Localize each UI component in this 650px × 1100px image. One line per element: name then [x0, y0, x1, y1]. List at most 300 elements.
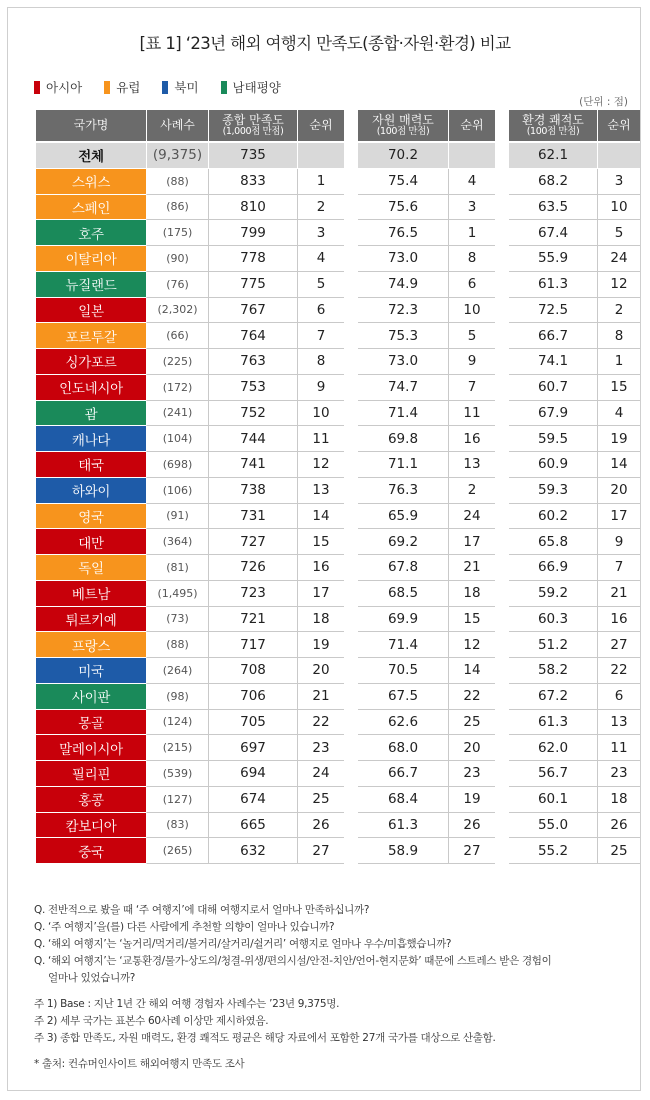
- overall-rank: 12: [297, 452, 344, 478]
- column-gap: [344, 220, 358, 246]
- column-gap: [495, 529, 509, 555]
- env-score: 55.0: [509, 813, 597, 839]
- country-name: 캄보디아: [36, 813, 146, 839]
- overall-rank: 16: [297, 555, 344, 581]
- env-score: 68.2: [509, 169, 597, 195]
- resource-rank: 26: [448, 813, 495, 839]
- sample-count: (1,495): [146, 581, 208, 607]
- column-gap: [495, 658, 509, 684]
- overall-rank: 24: [297, 761, 344, 787]
- total-resource: 70.2: [358, 143, 448, 169]
- env-score: 60.1: [509, 787, 597, 813]
- column-gap: [344, 375, 358, 401]
- overall-rank: 19: [297, 632, 344, 658]
- overall-rank: 6: [297, 298, 344, 324]
- country-name: 하와이: [36, 478, 146, 504]
- column-gap: [495, 607, 509, 633]
- resource-score: 71.1: [358, 452, 448, 478]
- legend-swatch: [221, 81, 227, 94]
- overall-score: 721: [208, 607, 297, 633]
- column-gap: [344, 529, 358, 555]
- country-name: 프랑스: [36, 632, 146, 658]
- header-samples: 사례수: [146, 110, 208, 143]
- column-gap: [344, 298, 358, 324]
- table-row: [36, 478, 640, 504]
- env-rank: 4: [597, 401, 640, 427]
- column-gap: [344, 426, 358, 452]
- env-rank: 15: [597, 375, 640, 401]
- env-rank: 19: [597, 426, 640, 452]
- question-1: Q. 전반적으로 봤을 때 ‘주 여행지’에 대해 여행지로서 얼마나 만족하십니까?: [34, 904, 370, 916]
- overall-score: 764: [208, 323, 297, 349]
- country-name: 포르투갈: [36, 323, 146, 349]
- column-gap: [344, 632, 358, 658]
- table-row: [36, 426, 640, 452]
- overall-score: 632: [208, 838, 297, 864]
- legend-swatch: [162, 81, 168, 94]
- country-name: 독일: [36, 555, 146, 581]
- country-name: 몽골: [36, 710, 146, 736]
- country-name: 필리핀: [36, 761, 146, 787]
- column-gap: [344, 478, 358, 504]
- total-resource-rank: [448, 143, 495, 169]
- resource-rank: 14: [448, 658, 495, 684]
- header-resource: [358, 110, 448, 143]
- legend-item-asia: [34, 78, 82, 96]
- table-row: [36, 581, 640, 607]
- env-score: 67.4: [509, 220, 597, 246]
- overall-score: 717: [208, 632, 297, 658]
- legend-label: 북미: [174, 80, 199, 95]
- header-env-rank: 순위: [597, 110, 640, 143]
- env-rank: 21: [597, 581, 640, 607]
- country-name: 영국: [36, 504, 146, 530]
- table-row: [36, 632, 640, 658]
- column-gap: [344, 735, 358, 761]
- country-name: 스페인: [36, 195, 146, 221]
- env-rank: 7: [597, 555, 640, 581]
- column-gap: [495, 246, 509, 272]
- resource-score: 61.3: [358, 813, 448, 839]
- env-score: 59.5: [509, 426, 597, 452]
- table-row: [36, 529, 640, 555]
- column-gap: [344, 401, 358, 427]
- column-gap: [495, 272, 509, 298]
- resource-rank: 25: [448, 710, 495, 736]
- sample-count: (106): [146, 478, 208, 504]
- total-env: 62.1: [509, 143, 597, 169]
- table-row: [36, 658, 640, 684]
- overall-rank: 1: [297, 169, 344, 195]
- resource-rank: 22: [448, 684, 495, 710]
- country-name: 괌: [36, 401, 146, 427]
- column-gap: [495, 323, 509, 349]
- env-rank: 17: [597, 504, 640, 530]
- resource-score: 73.0: [358, 349, 448, 375]
- footnote-2: 주 2) 세부 국가는 표본수 60사례 이상만 제시하였음.: [34, 1015, 269, 1027]
- resource-score: 58.9: [358, 838, 448, 864]
- country-name: 말레이시아: [36, 735, 146, 761]
- resource-rank: 27: [448, 838, 495, 864]
- sample-count: (73): [146, 607, 208, 633]
- table-row: [36, 607, 640, 633]
- country-name: 인도네시아: [36, 375, 146, 401]
- table-row: [36, 349, 640, 375]
- overall-rank: 13: [297, 478, 344, 504]
- resource-score: 69.2: [358, 529, 448, 555]
- question-4-cont: 얼마나 있었습니까?: [48, 972, 136, 984]
- legend-label: 아시아: [46, 80, 83, 95]
- resource-score: 75.4: [358, 169, 448, 195]
- overall-score: 744: [208, 426, 297, 452]
- column-gap: [344, 272, 358, 298]
- footnote-3: 주 3) 종합 만족도, 자원 매력도, 환경 쾌적도 평균은 해당 자료에서 포함한 27개 국가를 대상으로 산출함.: [34, 1032, 496, 1044]
- column-gap: [344, 504, 358, 530]
- table-row: [36, 813, 640, 839]
- satisfaction-table: [36, 110, 640, 864]
- overall-score: 726: [208, 555, 297, 581]
- sample-count: (104): [146, 426, 208, 452]
- env-score: 60.7: [509, 375, 597, 401]
- env-rank: 16: [597, 607, 640, 633]
- env-rank: 6: [597, 684, 640, 710]
- column-gap: [495, 110, 509, 143]
- header-resource-sub: (100점 만점): [376, 125, 430, 137]
- env-score: 72.5: [509, 298, 597, 324]
- country-name: 미국: [36, 658, 146, 684]
- env-rank: 5: [597, 220, 640, 246]
- column-gap: [344, 195, 358, 221]
- overall-rank: 3: [297, 220, 344, 246]
- column-gap: [344, 684, 358, 710]
- sample-count: (88): [146, 632, 208, 658]
- env-rank: 22: [597, 658, 640, 684]
- overall-score: 753: [208, 375, 297, 401]
- column-gap: [344, 607, 358, 633]
- legend-item-europe: [104, 78, 140, 96]
- country-name: 튀르키예: [36, 607, 146, 633]
- env-score: 61.3: [509, 710, 597, 736]
- table-row: [36, 735, 640, 761]
- column-gap: [495, 735, 509, 761]
- overall-rank: 23: [297, 735, 344, 761]
- header-overall: [208, 110, 297, 143]
- overall-rank: 21: [297, 684, 344, 710]
- resource-score: 75.3: [358, 323, 448, 349]
- resource-rank: 2: [448, 478, 495, 504]
- country-name: 중국: [36, 838, 146, 864]
- resource-rank: 12: [448, 632, 495, 658]
- resource-score: 65.9: [358, 504, 448, 530]
- sample-count: (86): [146, 195, 208, 221]
- overall-score: 708: [208, 658, 297, 684]
- resource-score: 68.4: [358, 787, 448, 813]
- env-score: 63.5: [509, 195, 597, 221]
- sample-count: (265): [146, 838, 208, 864]
- page-title: [표 1] ‘23년 해외 여행지 만족도(종합·자원·환경) 비교: [139, 34, 511, 53]
- table-row: [36, 684, 640, 710]
- overall-rank: 5: [297, 272, 344, 298]
- country-name: 대만: [36, 529, 146, 555]
- total-overall: 735: [208, 143, 297, 169]
- overall-score: 697: [208, 735, 297, 761]
- table-row: [36, 452, 640, 478]
- resource-rank: 15: [448, 607, 495, 633]
- env-score: 60.2: [509, 504, 597, 530]
- overall-rank: 9: [297, 375, 344, 401]
- overall-score: 731: [208, 504, 297, 530]
- question-3: Q. ‘해외 여행지’는 ‘놀거리/먹거리/볼거리/살거리/쉴거리’ 여행지로 얼마나 우수/미흡했습니까?: [34, 938, 452, 950]
- total-overall-rank: [297, 143, 344, 169]
- resource-rank: 20: [448, 735, 495, 761]
- resource-score: 67.8: [358, 555, 448, 581]
- legend-swatch: [34, 81, 40, 94]
- resource-score: 66.7: [358, 761, 448, 787]
- column-gap: [344, 761, 358, 787]
- overall-score: 763: [208, 349, 297, 375]
- country-name: 사이판: [36, 684, 146, 710]
- env-score: 74.1: [509, 349, 597, 375]
- overall-rank: 17: [297, 581, 344, 607]
- overall-score: 706: [208, 684, 297, 710]
- resource-score: 69.9: [358, 607, 448, 633]
- resource-score: 71.4: [358, 632, 448, 658]
- overall-score: 705: [208, 710, 297, 736]
- overall-rank: 18: [297, 607, 344, 633]
- env-rank: 26: [597, 813, 640, 839]
- table-row: [36, 195, 640, 221]
- table-row: [36, 220, 640, 246]
- sample-count: (241): [146, 401, 208, 427]
- column-gap: [344, 787, 358, 813]
- legend-item-south-pacific: [221, 78, 281, 96]
- total-name: 전체: [36, 143, 146, 169]
- resource-rank: 17: [448, 529, 495, 555]
- resource-rank: 1: [448, 220, 495, 246]
- sample-count: (81): [146, 555, 208, 581]
- legend-swatch: [104, 81, 110, 94]
- sample-count: (127): [146, 787, 208, 813]
- header-resource-title: 자원 매력도: [372, 112, 434, 127]
- question-2: Q. ‘주 여행지’을(를) 다른 사람에게 추천할 의향이 얼마나 있습니까?: [34, 921, 335, 933]
- sample-count: (698): [146, 452, 208, 478]
- country-name: 태국: [36, 452, 146, 478]
- resource-rank: 7: [448, 375, 495, 401]
- column-gap: [495, 710, 509, 736]
- env-score: 60.9: [509, 452, 597, 478]
- overall-rank: 10: [297, 401, 344, 427]
- sample-count: (83): [146, 813, 208, 839]
- overall-score: 727: [208, 529, 297, 555]
- resource-score: 70.5: [358, 658, 448, 684]
- source: * 출처: 컨슈머인사이트 해외여행지 만족도 조사: [34, 1058, 245, 1070]
- column-gap: [344, 349, 358, 375]
- header-resource-rank: 순위: [448, 110, 495, 143]
- env-rank: 13: [597, 710, 640, 736]
- legend-label: 유럽: [116, 80, 141, 95]
- resource-score: 73.0: [358, 246, 448, 272]
- overall-score: 810: [208, 195, 297, 221]
- env-score: 55.9: [509, 246, 597, 272]
- sample-count: (172): [146, 375, 208, 401]
- table-row: [36, 375, 640, 401]
- column-gap: [495, 504, 509, 530]
- column-gap: [495, 143, 509, 169]
- resource-score: 62.6: [358, 710, 448, 736]
- column-gap: [344, 710, 358, 736]
- table-row: [36, 504, 640, 530]
- env-rank: 11: [597, 735, 640, 761]
- column-gap: [495, 195, 509, 221]
- overall-score: 778: [208, 246, 297, 272]
- overall-score: 694: [208, 761, 297, 787]
- column-gap: [495, 349, 509, 375]
- env-rank: 24: [597, 246, 640, 272]
- column-gap: [344, 452, 358, 478]
- column-gap: [495, 555, 509, 581]
- column-gap: [495, 220, 509, 246]
- env-score: 59.2: [509, 581, 597, 607]
- question-4: Q. ‘해외 여행지’는 ‘교통환경/물가-상도의/청결-위생/편의시설/안전-치안/언어-현지문화’ 때문에 스트레스 받은 경험이: [34, 955, 552, 967]
- env-score: 51.2: [509, 632, 597, 658]
- env-rank: 3: [597, 169, 640, 195]
- header-overall-sub: (1,000점 만점): [222, 125, 284, 137]
- env-score: 56.7: [509, 761, 597, 787]
- column-gap: [495, 401, 509, 427]
- resource-rank: 18: [448, 581, 495, 607]
- sample-count: (66): [146, 323, 208, 349]
- table-row: [36, 838, 640, 864]
- overall-rank: 15: [297, 529, 344, 555]
- legend-item-north-america: [162, 78, 198, 96]
- overall-score: 833: [208, 169, 297, 195]
- overall-rank: 20: [297, 658, 344, 684]
- country-name: 호주: [36, 220, 146, 246]
- overall-score: 738: [208, 478, 297, 504]
- column-gap: [344, 169, 358, 195]
- env-score: 60.3: [509, 607, 597, 633]
- overall-rank: 26: [297, 813, 344, 839]
- overall-rank: 11: [297, 426, 344, 452]
- sample-count: (91): [146, 504, 208, 530]
- column-gap: [495, 632, 509, 658]
- table-row: [36, 401, 640, 427]
- env-rank: 12: [597, 272, 640, 298]
- overall-score: 674: [208, 787, 297, 813]
- table-row: [36, 710, 640, 736]
- column-gap: [495, 761, 509, 787]
- resource-score: 68.5: [358, 581, 448, 607]
- env-score: 67.2: [509, 684, 597, 710]
- resource-score: 76.3: [358, 478, 448, 504]
- env-score: 59.3: [509, 478, 597, 504]
- sample-count: (175): [146, 220, 208, 246]
- overall-score: 665: [208, 813, 297, 839]
- table-row: [36, 787, 640, 813]
- resource-score: 69.8: [358, 426, 448, 452]
- total-samples: (9,375): [146, 143, 208, 169]
- resource-rank: 6: [448, 272, 495, 298]
- column-gap: [344, 110, 358, 143]
- column-gap: [495, 813, 509, 839]
- notes: [34, 902, 624, 1073]
- column-gap: [495, 478, 509, 504]
- overall-score: 752: [208, 401, 297, 427]
- sample-count: (225): [146, 349, 208, 375]
- resource-rank: 19: [448, 787, 495, 813]
- overall-rank: 22: [297, 710, 344, 736]
- env-score: 61.3: [509, 272, 597, 298]
- resource-rank: 11: [448, 401, 495, 427]
- overall-score: 741: [208, 452, 297, 478]
- sample-count: (215): [146, 735, 208, 761]
- sample-count: (90): [146, 246, 208, 272]
- overall-score: 775: [208, 272, 297, 298]
- overall-score: 723: [208, 581, 297, 607]
- overall-rank: 2: [297, 195, 344, 221]
- env-rank: 2: [597, 298, 640, 324]
- legend-label: 남태평양: [232, 80, 281, 95]
- resource-rank: 4: [448, 169, 495, 195]
- resource-score: 67.5: [358, 684, 448, 710]
- overall-rank: 7: [297, 323, 344, 349]
- table-row: [36, 272, 640, 298]
- sample-count: (539): [146, 761, 208, 787]
- resource-score: 71.4: [358, 401, 448, 427]
- env-rank: 14: [597, 452, 640, 478]
- sample-count: (88): [146, 169, 208, 195]
- resource-rank: 21: [448, 555, 495, 581]
- resource-score: 72.3: [358, 298, 448, 324]
- overall-rank: 4: [297, 246, 344, 272]
- resource-score: 74.9: [358, 272, 448, 298]
- column-gap: [344, 838, 358, 864]
- country-name: 스위스: [36, 169, 146, 195]
- header-env-title: 환경 쾌적도: [522, 112, 584, 127]
- table-row: [36, 246, 640, 272]
- legend: [34, 78, 281, 96]
- resource-rank: 24: [448, 504, 495, 530]
- sample-count: (364): [146, 529, 208, 555]
- env-rank: 20: [597, 478, 640, 504]
- header-overall-rank: 순위: [297, 110, 344, 143]
- sample-count: (264): [146, 658, 208, 684]
- column-gap: [495, 581, 509, 607]
- table-row: [36, 298, 640, 324]
- header-overall-title: 종합 만족도: [222, 112, 284, 127]
- column-gap: [495, 787, 509, 813]
- table-row: [36, 323, 640, 349]
- env-rank: 10: [597, 195, 640, 221]
- table-header-row: [36, 110, 640, 143]
- column-gap: [495, 169, 509, 195]
- column-gap: [495, 684, 509, 710]
- env-rank: 23: [597, 761, 640, 787]
- column-gap: [344, 246, 358, 272]
- env-score: 62.0: [509, 735, 597, 761]
- env-rank: 18: [597, 787, 640, 813]
- column-gap: [344, 323, 358, 349]
- env-score: 67.9: [509, 401, 597, 427]
- resource-rank: 9: [448, 349, 495, 375]
- env-score: 55.2: [509, 838, 597, 864]
- table-row: [36, 555, 640, 581]
- country-name: 싱가포르: [36, 349, 146, 375]
- resource-rank: 5: [448, 323, 495, 349]
- country-name: 이탈리아: [36, 246, 146, 272]
- header-env-sub: (100점 만점): [526, 125, 580, 137]
- env-rank: 25: [597, 838, 640, 864]
